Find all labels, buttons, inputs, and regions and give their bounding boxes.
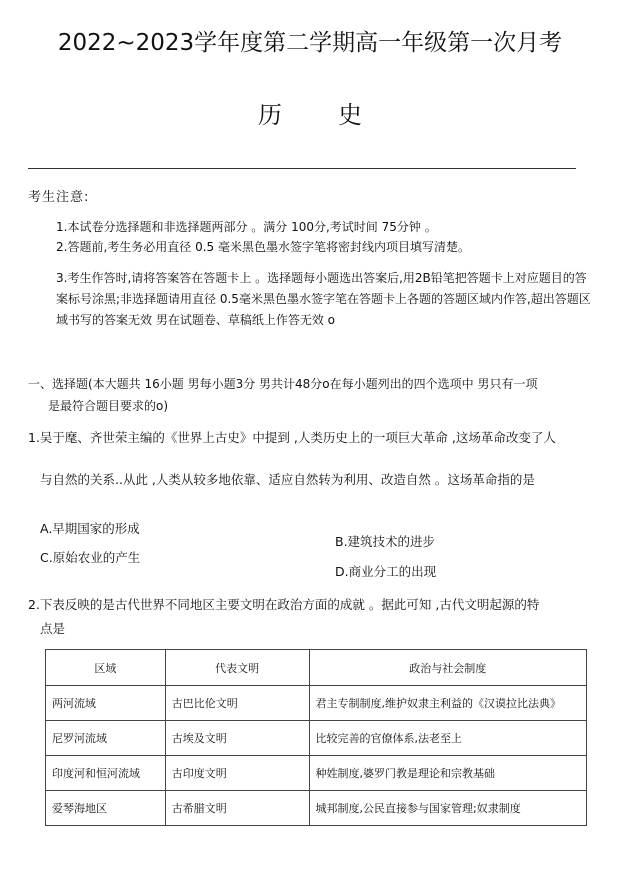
table-row bbox=[46, 756, 587, 791]
table-header-cell: 代表文明 bbox=[165, 650, 309, 686]
question-2-line-1: 2.下表反映的是古代世界不同地区主要文明在政治方面的成就 。据此可知 ,古代文明起源的特 bbox=[28, 597, 540, 612]
table-cell: 古巴比伦文明 bbox=[165, 686, 309, 721]
notice-heading: 考生注意: bbox=[28, 190, 90, 205]
table-cell: 古埃及文明 bbox=[165, 721, 309, 756]
table-cell: 印度河和恒河流域 bbox=[46, 756, 166, 791]
notice-item-1: 1.本试卷分选择题和非选择题两部分 。满分 100分,考试时间 75分钟 。 bbox=[56, 220, 437, 234]
table-cell: 君主专制制度,维护奴隶主利益的《汉谟拉比法典》 bbox=[309, 686, 586, 721]
table-cell: 古印度文明 bbox=[165, 756, 309, 791]
section-line-1: 一、选择题(本大题共 16小题 男每小题3分 男共计48分o在每小题列出的四个选项中 男只有一项 bbox=[28, 377, 538, 391]
table-row bbox=[46, 791, 587, 826]
table-cell: 两河流域 bbox=[46, 686, 166, 721]
question-1-line-2: 与自然的关系..从此 ,人类从较多地依靠、适应自然转为利用、改造自然 。这场革命指的是 bbox=[40, 472, 535, 487]
subject-title: 历史 bbox=[258, 101, 418, 129]
question-2-line-2: 点是 bbox=[40, 621, 66, 636]
exam-title: 2022~2023学年度第二学期高一年级第一次月考 bbox=[57, 30, 563, 56]
section-choice-instructions bbox=[28, 373, 598, 417]
question-1-option-a: A.早期国家的形成 bbox=[40, 521, 140, 536]
question-1-option-d: D.商业分工的出现 bbox=[335, 564, 437, 579]
table-cell: 比较完善的官僚体系,法老至上 bbox=[309, 721, 586, 756]
section-line-2: 是最符合题目要求的o) bbox=[48, 399, 169, 413]
notice-item-3: 3.考生作答时,请将答案答在答题卡上 。选择题每小题选出答案后,用2B铅笔把答题卡上对应题目的答案标号涂黑;非选择题请用直径 0.5毫米黑色墨水签字笔在答题卡上各题的答题区域内作答,超出答题区域书写的答案无效 男在试题卷、草稿纸上作答无效 o bbox=[56, 271, 591, 327]
table-cell: 爱琴海地区 bbox=[46, 791, 166, 826]
table-header-cell: 区域 bbox=[46, 650, 166, 686]
header-divider bbox=[28, 168, 576, 169]
table-row bbox=[46, 686, 587, 721]
table-cell: 古希腊文明 bbox=[165, 791, 309, 826]
question-1-option-c: C.原始农业的产生 bbox=[40, 550, 141, 565]
civilization-table bbox=[45, 649, 587, 826]
notice-item-2: 2.答题前,考生务必用直径 0.5 毫米黑色墨水签字笔将密封线内项目填写清楚。 bbox=[56, 240, 470, 254]
table-cell: 城邦制度,公民直接参与国家管理;奴隶制度 bbox=[309, 791, 586, 826]
question-1-line-1: 1.吴于麾、齐世荣主编的《世界上古史》中提到 ,人类历史上的一项巨大革命 ,这场革命改变了人 bbox=[28, 430, 556, 445]
table-header-cell: 政治与社会制度 bbox=[309, 650, 586, 686]
table-row bbox=[46, 721, 587, 756]
question-1-option-b: B.建筑技术的进步 bbox=[335, 534, 436, 549]
table-header-row bbox=[46, 650, 587, 686]
table-cell: 尼罗河流域 bbox=[46, 721, 166, 756]
table-cell: 种姓制度,婆罗门教是理论和宗教基础 bbox=[309, 756, 586, 791]
